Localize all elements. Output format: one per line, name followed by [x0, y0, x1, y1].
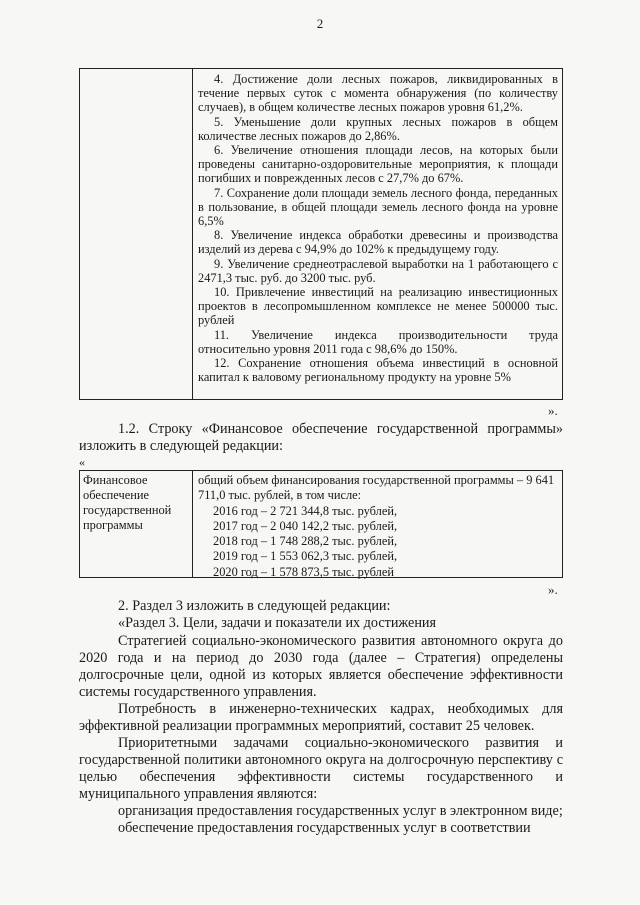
page-number: 2	[316, 16, 324, 31]
indicator-item: 5. Уменьшение доли крупных лесных пожаров в общем количестве лесных пожаров до 2,86%.	[198, 114, 558, 143]
body-paragraph: Потребность в инженерно-технических кадрах, необходимых для эффективной реализации программных мероприятий, составит 25 человек.	[79, 701, 563, 734]
amendment-text: 1.2. Строку «Финансовое обеспечение государственной программы» изложить в следующей редакции:	[79, 421, 563, 454]
indicator-item: 10. Привлечение инвестиций на реализацию инвестиционных проектов в лесопромышленном комплексе не менее 500000 тыс. рублей	[198, 285, 558, 328]
closing-quote: ».	[548, 403, 558, 418]
financing-label: Финансовое обеспечение государственной программы	[83, 473, 172, 532]
financing-total: общий объем финансирования государственной программы – 9 641 711,0 тыс. рублей, в том числе:	[198, 473, 555, 503]
financing-values	[198, 473, 556, 580]
table-column-divider	[192, 471, 193, 577]
financing-table	[79, 470, 563, 578]
indicator-item: 11. Увеличение индекса производительности труда относительно уровня 2011 года с 98,6% до 150%.	[198, 327, 558, 356]
financing-year-row: 2020 год – 1 578 873,5 тыс. рублей	[213, 564, 394, 579]
body-paragraph: Приоритетными задачами социально-экономического развития и государственной политики автономного округа на долгосрочную перспективу с целью обеспечения эффективности системы государственного и муниципального управления являются:	[79, 735, 563, 802]
opening-quote: «	[79, 455, 85, 469]
indicator-item: 6. Увеличение отношения площади лесов, на которых были проведены санитарно-оздоровительные мероприятия, к площади погибших и поврежденных лесов с 27,7% до 67%.	[198, 143, 558, 186]
body-paragraph: Стратегией социально-экономического развития автономного округа до 2020 года и на период до 2030 года (далее – Стратегия) определены долгосрочные цели, одной из которых является обеспечение эффективности системы государственного управления.	[79, 633, 563, 700]
financing-year-row: 2016 год – 2 721 344,8 тыс. рублей,	[213, 503, 398, 518]
financing-year-row: 2017 год – 2 040 142,2 тыс. рублей,	[213, 518, 398, 533]
body-paragraph: обеспечение предоставления государственных услуг в соответствии	[118, 820, 531, 836]
indicator-item: 7. Сохранение доли площади земель лесного фонда, переданных в пользование, в общей площади земель лесного фонда на уровне 6,5%	[198, 185, 558, 229]
body-paragraph: организация предоставления государственных услуг в электронном виде;	[118, 803, 563, 819]
body-text	[79, 633, 563, 837]
amendment-item-2: 2. Раздел 3 изложить в следующей редакции:	[118, 598, 391, 614]
financing-year-row: 2018 год – 1 748 288,2 тыс. рублей,	[213, 534, 398, 549]
indicator-item: 12. Сохранение отношения объема инвестиций в основной капитал к валовому региональному продукту на уровне 5%	[198, 356, 558, 385]
indicators-table	[79, 68, 563, 400]
indicator-item: 9. Увеличение среднеотраслевой выработки на 1 работающего с 2471,3 тыс. руб. до 3200 тыс. руб.	[198, 256, 558, 285]
financing-year-row: 2019 год – 1 553 062,3 тыс. рублей,	[213, 549, 398, 564]
amendment-paragraph-1-2	[79, 421, 563, 455]
indicators-cell	[198, 72, 558, 384]
closing-quote: ».	[548, 582, 558, 597]
section-heading: «Раздел 3. Цели, задачи и показатели их достижения	[118, 615, 437, 631]
indicator-item: 8. Увеличение индекса обработки древесины и производства изделий из дерева с 94,9% до 102% к предыдущему году.	[198, 228, 558, 257]
table-column-divider	[192, 69, 193, 399]
indicator-item: 4. Достижение доли лесных пожаров, ликвидированных в течение первых суток с момента обнаружения (по количеству случаев), в общем количестве лесных пожаров уровня 61,2%.	[198, 72, 558, 115]
